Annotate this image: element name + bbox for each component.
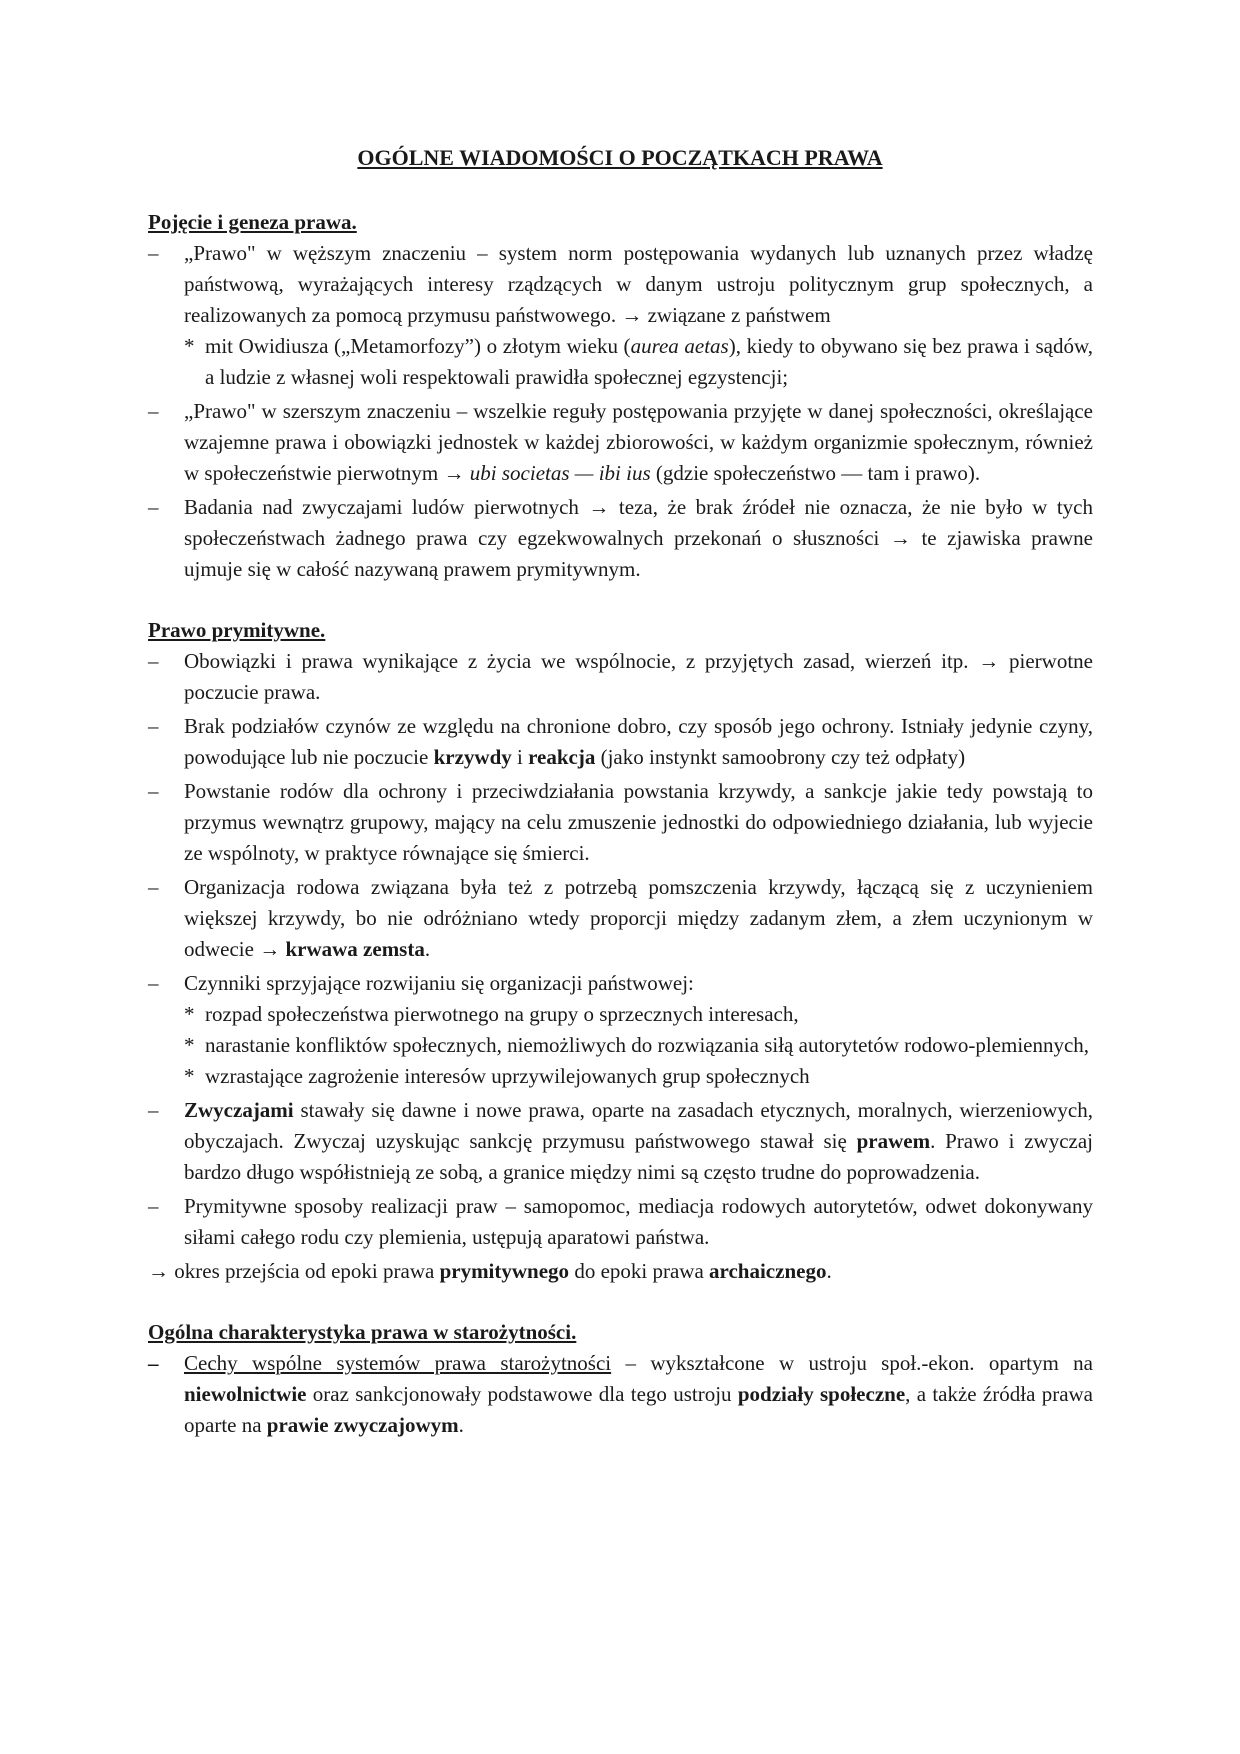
item-text: Prymitywne sposoby realizacji praw – samopomoc, mediacja rodowych autorytetów, odwet dokonywany siłami całego rodu czy plemienia, ustępują aparatowi państwa. <box>184 1194 1093 1249</box>
section-heading: Pojęcie i geneza prawa. <box>148 210 357 234</box>
list-item: – „Prawo" w szerszym znaczeniu – wszelkie reguły postępowania przyjęte w danej społeczności, określające wzajemne prawa i obowiązki jednostek w każdej zbiorowości, w każdym organizmie społecznym, również w społeczeństwie pierwotnym → ubi societas — ibi ius (gdzie społeczeństwo — tam i prawo). <box>148 396 1093 489</box>
list-item <box>148 1191 1093 1253</box>
bullet-dash: – <box>148 875 159 899</box>
list-item <box>148 238 1093 393</box>
sub-list-item: * narastanie konfliktów społecznych, niemożliwych do rozwiązania siłą autorytetów rodowo-plemiennych, <box>184 1030 1093 1061</box>
bullet-dash: – <box>148 714 159 738</box>
page-title: OGÓLNE WIADOMOŚCI O POCZĄTKACH PRAWA <box>357 145 883 170</box>
section-starozytnosc <box>148 1317 1093 1441</box>
bullet-star: * <box>184 334 195 358</box>
list-item: – Cechy wspólne systemów prawa starożytności – wykształcone w ustroju społ.-ekon. opartym na niewolnictwie oraz sankcjonowały podstawowe dla tego ustroju podziały społeczne, a także źródła prawa oparte na prawie zwyczajowym. <box>148 1348 1093 1441</box>
bullet-star: * <box>184 1064 195 1088</box>
item-text: Badania nad zwyczajami ludów pierwotnych → teza, że brak źródeł nie oznacza, że nie było w tych społeczeństwach żadnego prawa czy egzekwowalnych przekonań o słuszności → te zjawiska prawne ujmuje się w całość nazywaną prawem prymitywnym. <box>184 495 1093 581</box>
list-item <box>148 776 1093 869</box>
bullet-dash: – <box>148 495 159 519</box>
list-item: – Zwyczajami stawały się dawne i nowe prawa, oparte na zasadach etycznych, moralnych, wierzeniowych, obyczajach. Zwyczaj uzyskując sankcję przymusu państwowego stawał się prawem. Prawo i zwyczaj bardzo długo współistnieją ze sobą, a granice między nimi są często trudne do poprowadzenia. <box>148 1095 1093 1188</box>
section-heading: Prawo prymitywne. <box>148 618 326 642</box>
document-body <box>148 207 1093 1471</box>
list-item <box>148 492 1093 585</box>
bullet-dash: – <box>148 241 159 265</box>
sub-list-item: * wzrastające zagrożenie interesów uprzywilejowanych grup społecznych <box>184 1061 1093 1092</box>
list-item: – Organizacja rodowa związana była też z potrzebą pomszczenia krzywdy, łączącą się z uczynieniem większej krzywdy, bo nie odróżniano wtedy proporcji między zadanym złem, a złem uczynionym w odwecie → krwawa zemsta. <box>148 872 1093 965</box>
list-item <box>148 968 1093 1092</box>
bullet-dash: – <box>148 1098 159 1122</box>
bullet-dash: – <box>148 1351 159 1375</box>
item-text: Powstanie rodów dla ochrony i przeciwdziałania powstania krzywdy, a sankcje jakie tedy powstają to przymus wewnątrz grupowy, mający na celu zmuszenie jednostki do odpowiedniego działania, lub wyjecie ze wspólnoty, w praktyce równające się śmierci. <box>184 779 1093 865</box>
item-text: Obowiązki i prawa wynikające z życia we wspólnocie, z przyjętych zasad, wierzeń itp. → pierwotne poczucie prawa. <box>184 649 1093 704</box>
list-item: – Brak podziałów czynów ze względu na chronione dobro, czy sposób jego ochrony. Istniały jedynie czyny, powodujące lub nie poczucie krzywdy i reakcja (jako instynkt samoobrony czy też odpłaty) <box>148 711 1093 773</box>
bullet-dash: – <box>148 1194 159 1218</box>
bullet-dash: – <box>148 971 159 995</box>
bullet-dash: – <box>148 399 159 423</box>
bullet-star: * <box>184 1002 195 1026</box>
item-text: Czynniki sprzyjające rozwijaniu się organizacji państwowej: <box>184 971 694 995</box>
section-heading: Ogólna charakterystyka prawa w starożytności. <box>148 1320 577 1344</box>
section-pojecie <box>148 207 1093 585</box>
sub-list-item: * mit Owidiusza („Metamorfozy”) o złotym wieku (aurea aetas), kiedy to obywano się bez prawa i sądów, a ludzie z własnej woli respektowali prawidła społecznej egzystencji; <box>184 331 1093 393</box>
section-prawo-prymitywne <box>148 615 1093 1287</box>
bullet-star: * <box>184 1033 195 1057</box>
bullet-dash: – <box>148 649 159 673</box>
sub-list-item: * rozpad społeczeństwa pierwotnego na grupy o sprzecznych interesach, <box>184 999 1093 1030</box>
item-text: „Prawo" w węższym znaczeniu – system norm postępowania wydanych lub uznanych przez władzę państwową, wyrażających interesy rządzących w danym ustroju politycznym grup społecznych, a realizowanych za pomocą przymusu państwowego. → związane z państwem <box>184 241 1093 327</box>
conclusion-line: → okres przejścia od epoki prawa prymitywnego do epoki prawa archaicznego. <box>148 1259 832 1283</box>
bullet-dash: – <box>148 779 159 803</box>
list-item <box>148 646 1093 708</box>
